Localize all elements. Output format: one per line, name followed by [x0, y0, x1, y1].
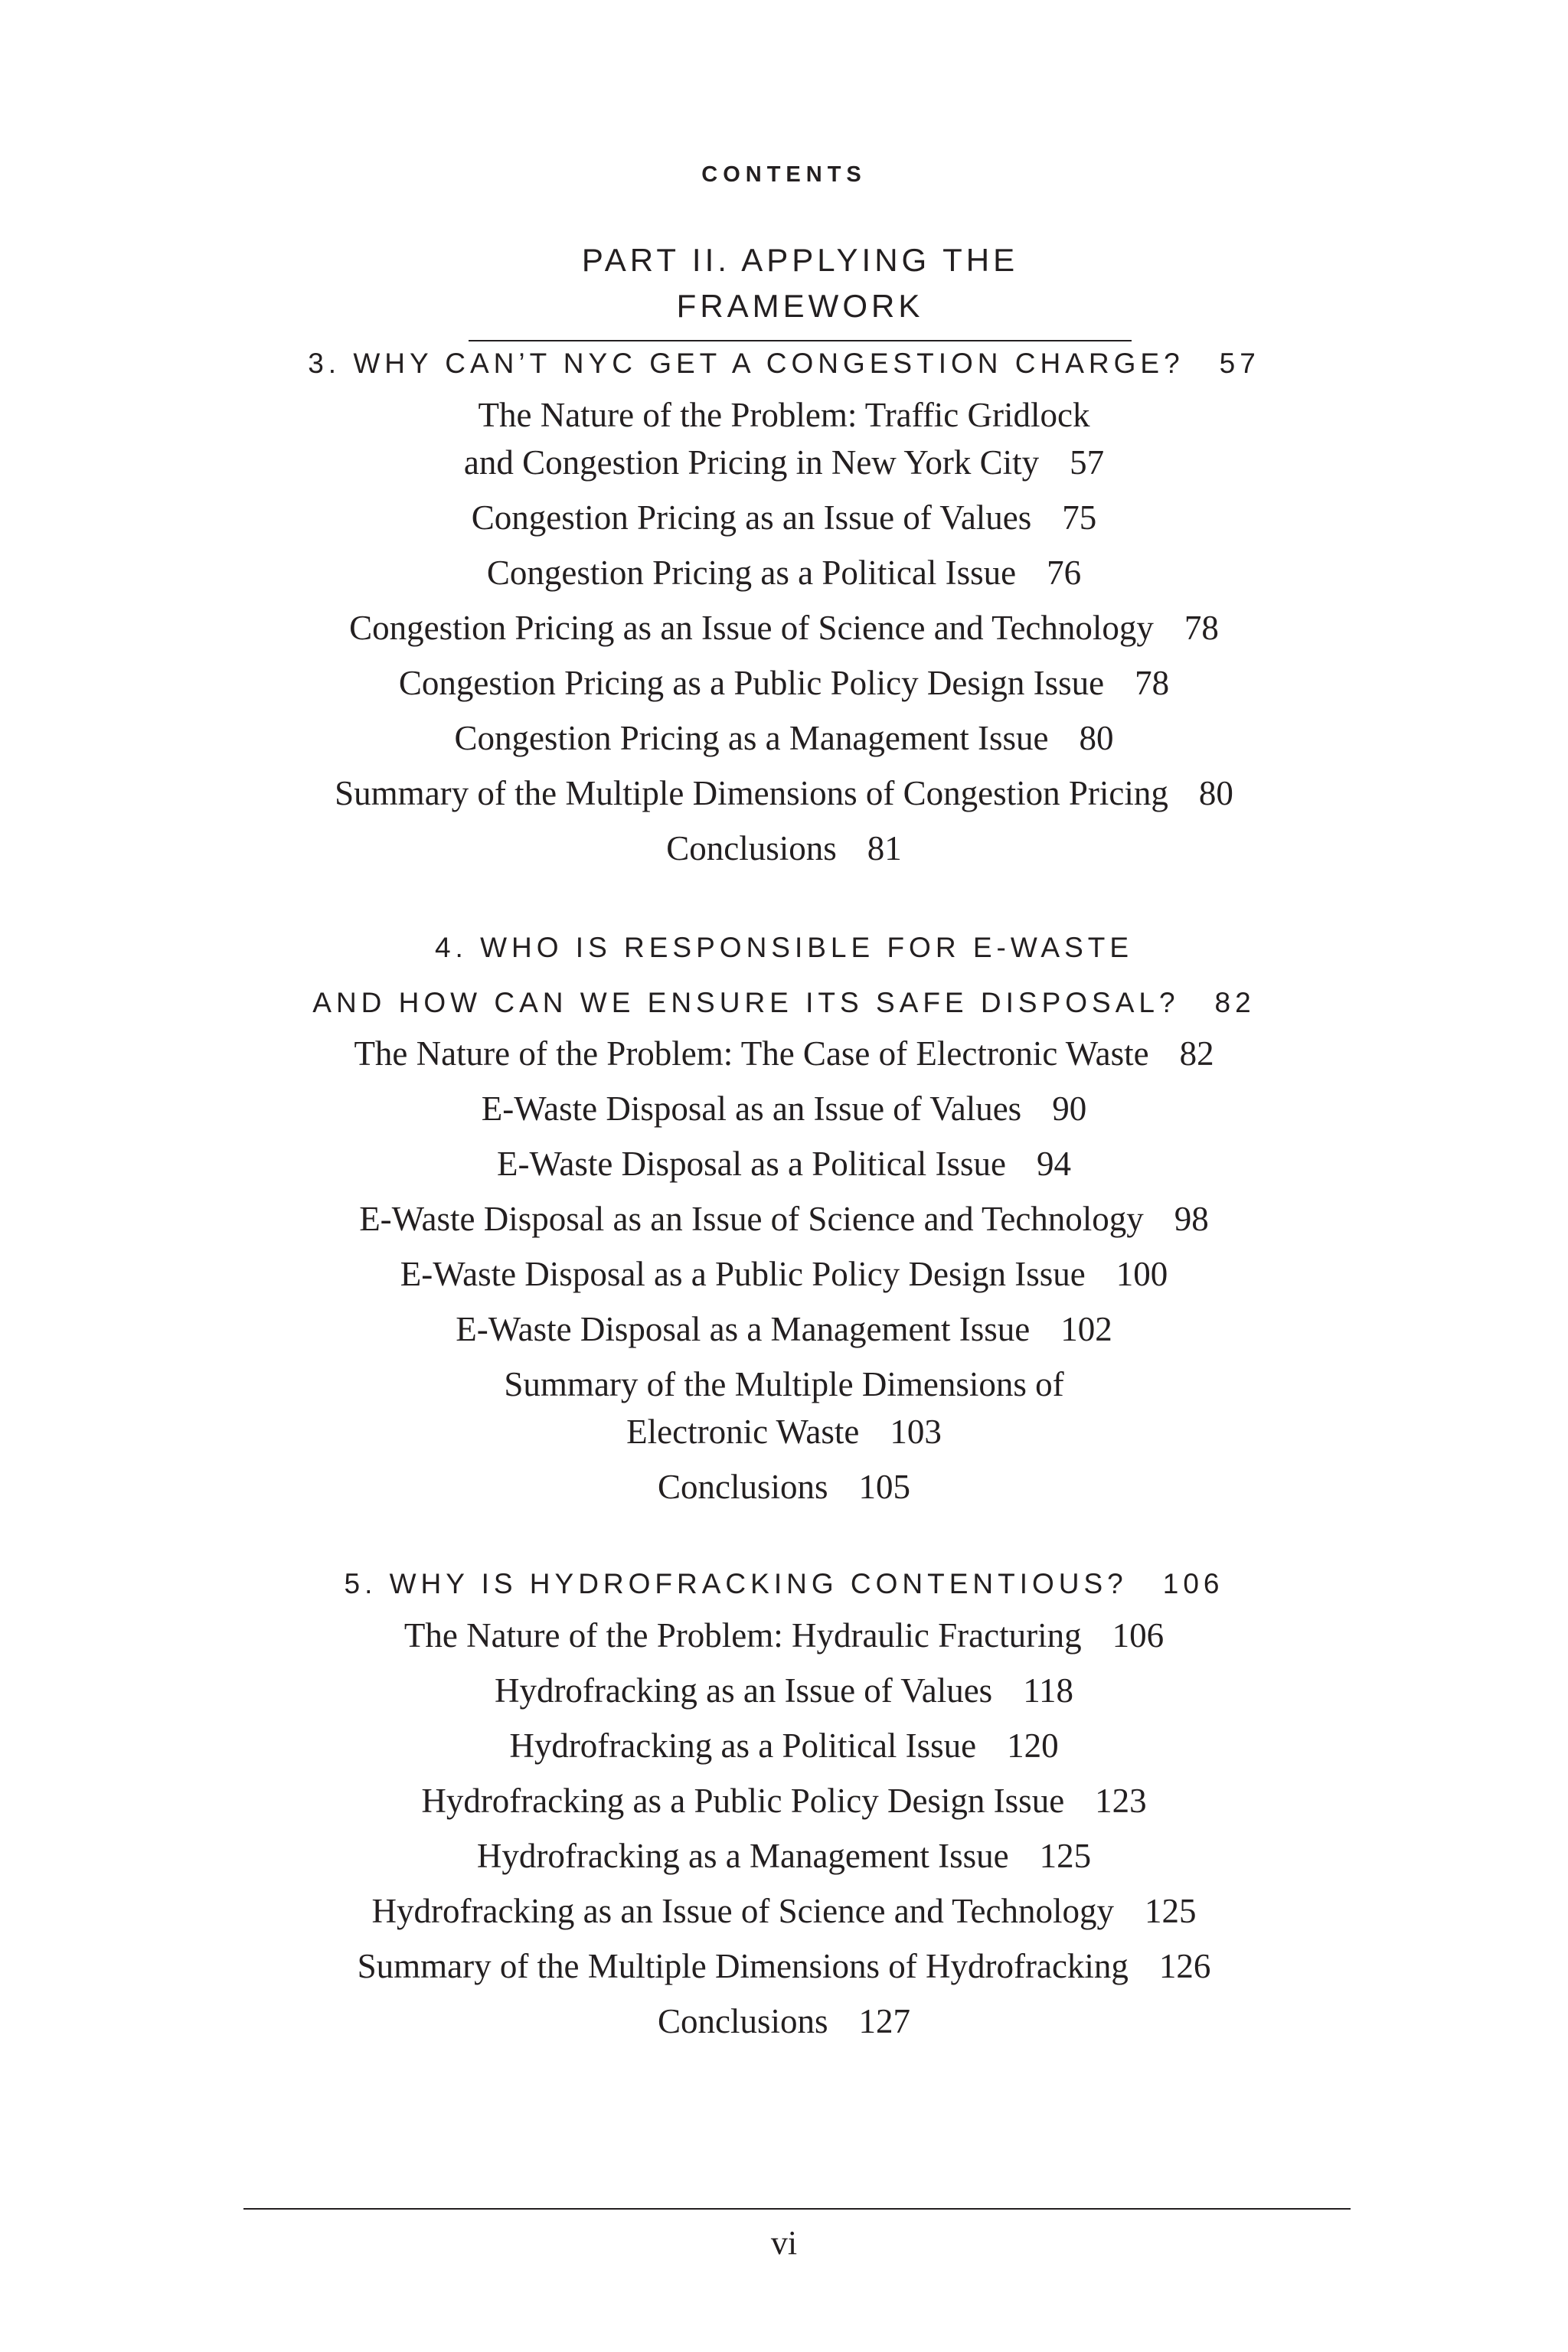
chapter-title — [0, 345, 1568, 383]
toc-entry-text: Congestion Pricing as an Issue of Values — [471, 498, 1032, 537]
toc-entry — [0, 1998, 1568, 2044]
toc-entry — [0, 1612, 1568, 1658]
toc-entry-page-number: 126 — [1158, 1947, 1211, 1985]
toc-entry-text: Hydrofracking as a Public Policy Design Issue — [421, 1782, 1065, 1820]
toc-entry-text: Congestion Pricing as a Management Issue — [454, 719, 1049, 757]
toc-entry-text: Hydrofracking as a Management Issue — [476, 1837, 1009, 1875]
toc-entry-page-number: 102 — [1060, 1310, 1112, 1348]
toc-entry — [0, 439, 1568, 485]
chapter-page-number: 106 — [1162, 1568, 1224, 1599]
toc-entry — [0, 1196, 1568, 1242]
toc-entry-page-number: 81 — [867, 829, 902, 867]
toc-entry-page-number: 80 — [1079, 719, 1114, 757]
toc-entry-text: Congestion Pricing as a Political Issue — [486, 554, 1017, 592]
toc-entry-page-number: 90 — [1052, 1089, 1087, 1128]
toc-entry-text: Summary of the Multiple Dimensions of Hydrofracking — [357, 1947, 1129, 1985]
toc-entry-text: The Nature of the Problem: Hydraulic Fracturing — [403, 1616, 1082, 1655]
toc-entry-text: E-Waste Disposal as a Management Issue — [456, 1310, 1031, 1348]
toc-entry — [0, 660, 1568, 706]
toc-entry — [0, 1306, 1568, 1352]
toc-entry-text: Hydrofracking as an Issue of Science and Technology — [371, 1892, 1114, 1930]
toc-entry — [0, 1464, 1568, 1510]
chapter-title — [0, 984, 1568, 1022]
toc-entry — [0, 1833, 1568, 1879]
toc-entry-page-number: 98 — [1174, 1200, 1209, 1238]
chapter-page-number: 82 — [1214, 987, 1256, 1018]
toc-entry — [0, 1943, 1568, 1989]
toc-entry-page-number: 105 — [858, 1468, 911, 1506]
toc-entry-page-number: 57 — [1070, 443, 1105, 482]
toc-entry — [0, 770, 1568, 816]
toc-entry — [0, 825, 1568, 871]
toc-entry — [0, 1361, 1568, 1407]
toc-entry-text: The Nature of the Problem: Traffic Gridlock — [478, 396, 1090, 434]
toc-entry-page-number: 106 — [1112, 1616, 1165, 1655]
page-folio: vi — [770, 2224, 798, 2262]
toc-entry — [0, 1141, 1568, 1187]
toc-entry — [0, 495, 1568, 541]
chapter-title-text: 5. WHY IS HYDROFRACKING CONTENTIOUS? — [344, 1568, 1128, 1599]
toc-entry-text: Congestion Pricing as an Issue of Science and Technology — [349, 609, 1154, 647]
toc-entry — [0, 1723, 1568, 1769]
toc-entry-page-number: 125 — [1039, 1837, 1092, 1875]
footer-rule — [243, 2208, 1351, 2210]
toc-entry — [0, 715, 1568, 761]
toc-entry-page-number: 103 — [890, 1413, 942, 1451]
toc-entry-page-number: 118 — [1023, 1671, 1074, 1710]
toc-entry-text: E-Waste Disposal as a Public Policy Design Issue — [400, 1255, 1086, 1293]
part-title: PART II. APPLYING THE FRAMEWORK — [469, 237, 1132, 341]
toc-entry-page-number: 94 — [1036, 1145, 1071, 1183]
toc-entry — [0, 550, 1568, 596]
toc-entry-text: The Nature of the Problem: The Case of Electronic Waste — [354, 1034, 1149, 1073]
toc-entry-page-number: 78 — [1184, 609, 1219, 647]
toc-entry-text: Hydrofracking as a Political Issue — [509, 1726, 977, 1765]
toc-entry-text: Congestion Pricing as a Public Policy Design Issue — [398, 664, 1105, 702]
toc-entry-page-number: 120 — [1007, 1726, 1059, 1765]
toc-entry — [0, 1086, 1568, 1132]
toc-entry-page-number: 127 — [858, 2002, 911, 2040]
toc-entry-page-number: 123 — [1095, 1782, 1147, 1820]
toc-entry-text: Electronic Waste — [626, 1413, 860, 1451]
chapter-page-number: 57 — [1219, 348, 1260, 379]
toc-entry-text: Summary of the Multiple Dimensions of Congestion Pricing — [335, 774, 1168, 812]
toc-entry-page-number: 100 — [1116, 1255, 1168, 1293]
running-head: CONTENTS — [701, 162, 867, 187]
chapter-title-text: 4. WHO IS RESPONSIBLE FOR E-WASTE — [434, 932, 1134, 963]
toc-entry — [0, 1251, 1568, 1297]
chapter-title-text: 3. WHY CAN’T NYC GET A CONGESTION CHARGE? — [308, 348, 1184, 379]
toc-entry — [0, 605, 1568, 651]
toc-entry-page-number: 78 — [1135, 664, 1170, 702]
toc-entry — [0, 1888, 1568, 1934]
toc-entry-page-number: 75 — [1062, 498, 1097, 537]
chapter-title — [0, 929, 1568, 967]
toc-entry-page-number: 82 — [1179, 1034, 1214, 1073]
toc-entry — [0, 1778, 1568, 1824]
toc-entry-page-number: 76 — [1047, 554, 1082, 592]
toc-entry-text: E-Waste Disposal as an Issue of Science and Technology — [359, 1200, 1144, 1238]
toc-entry-text: E-Waste Disposal as an Issue of Values — [481, 1089, 1022, 1128]
toc-entry-text: Conclusions — [666, 829, 837, 867]
toc-entry — [0, 392, 1568, 438]
toc-entry — [0, 1668, 1568, 1713]
toc-entry-page-number: 125 — [1144, 1892, 1197, 1930]
toc-entry-text: and Congestion Pricing in New York City — [463, 443, 1040, 482]
toc-entry-text: Conclusions — [657, 1468, 828, 1506]
toc-entry-text: Hydrofracking as an Issue of Values — [494, 1671, 993, 1710]
toc-entry-text: Conclusions — [657, 2002, 828, 2040]
toc-entry — [0, 1031, 1568, 1076]
toc-entry-text: Summary of the Multiple Dimensions of — [504, 1365, 1064, 1403]
chapter-title — [0, 1565, 1568, 1603]
chapter-title-text: AND HOW CAN WE ENSURE ITS SAFE DISPOSAL? — [312, 987, 1180, 1018]
toc-entry-text: E-Waste Disposal as a Political Issue — [497, 1145, 1006, 1183]
toc-entry — [0, 1409, 1568, 1455]
toc-entry-page-number: 80 — [1198, 774, 1233, 812]
